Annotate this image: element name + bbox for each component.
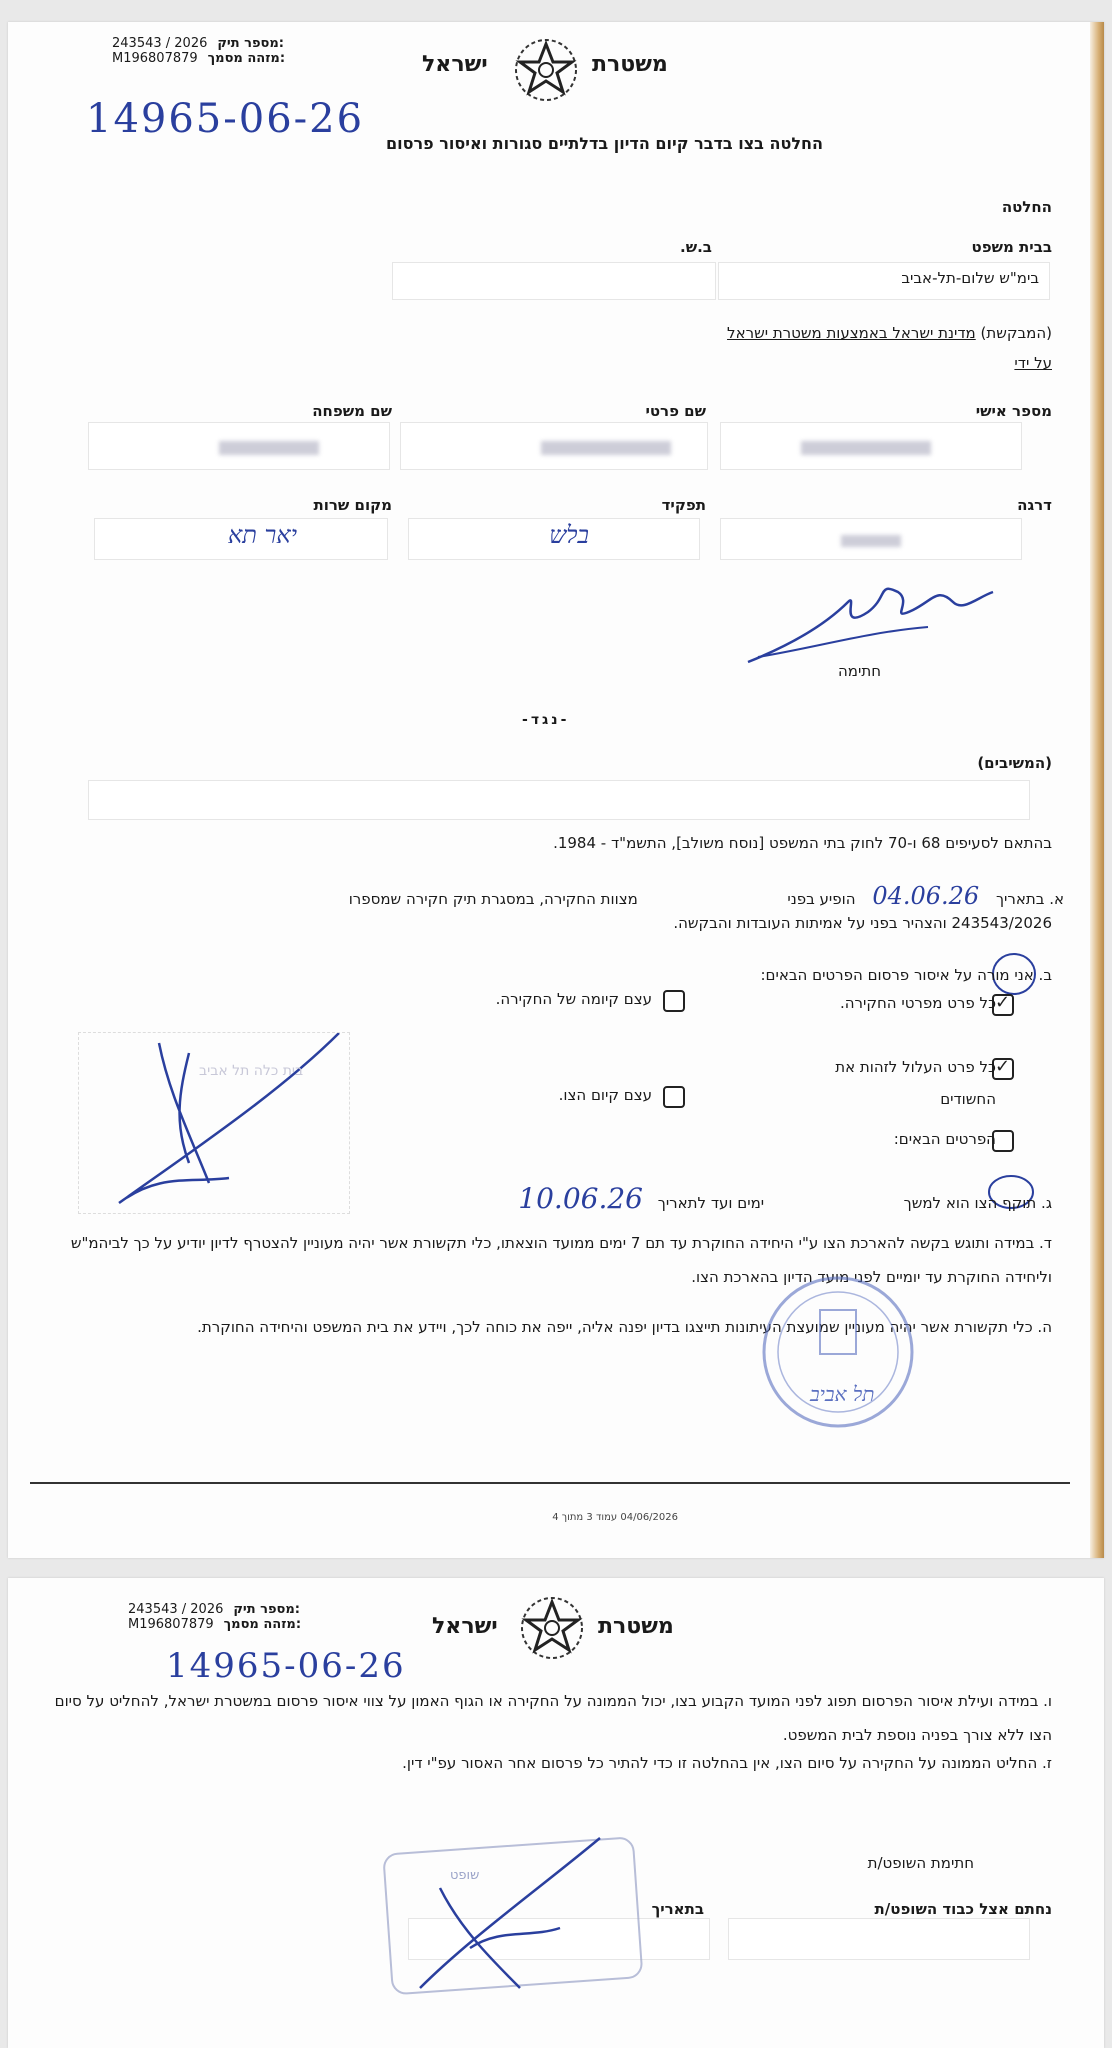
item-a-prefix: א. (1049, 890, 1064, 908)
court-stamp-text: תל אביב (810, 1382, 875, 1406)
rank-label: דרגה (1017, 496, 1052, 514)
redacted-personal-number (801, 441, 931, 455)
case-info (112, 36, 342, 66)
signed-before-label: נחתם אצל כבוד השופט/ת (874, 1900, 1052, 1918)
handwritten-case-number: 14965-06-26 (86, 96, 365, 142)
court-field-left[interactable] (392, 262, 716, 300)
page-footer: 04/06/2026 עמוד 3 מתוך 4 (552, 1512, 678, 1523)
checkbox-investigation-existence[interactable] (663, 990, 685, 1012)
item-b-line (452, 966, 1052, 984)
opt-identify-suspects-2: החשודים (940, 1090, 996, 1108)
opt-identify-suspects-1: כל פרט העלול לזהות את (835, 1058, 996, 1076)
item-c-prefix: ג. (1041, 1194, 1052, 1212)
org-name-left: משטרת (598, 1614, 674, 1639)
document-page-1 (8, 22, 1104, 1558)
page-title: החלטה בצו בדבר קיום הדיון בדלתיים סגורות ואיסור פרסום (386, 134, 823, 153)
respondents-field[interactable] (88, 780, 1030, 820)
org-name-right: ישראל (432, 1614, 498, 1639)
date-label: בתאריך (651, 1900, 704, 1918)
applicant-prefix: (המבקשת) (980, 324, 1052, 342)
case-info-p2 (128, 1602, 358, 1632)
case-number-label: מספר תיק: (217, 36, 284, 51)
checkbox-order-existence[interactable] (663, 1086, 685, 1108)
handwritten-case-number: 14965-06-26 (166, 1646, 406, 1686)
personal-number-label: מספר אישי (975, 402, 1052, 420)
court-abbr: ב.ש. (680, 238, 712, 256)
item-c-date: 10.06.26 (518, 1182, 643, 1215)
item-f: ו. במידה ועילת איסור הפרסום תפוג לפני המועד הקבוע בצו, יכול הממונה על החקירה או הגוף האמון על צווי איסור פרסום במשטרת ישראל, להחליט על סיום הצו ללא צורך בפניה נוספת לבית המשפט. (54, 1692, 1052, 1744)
org-name-left: משטרת (592, 52, 668, 77)
doc-id-label: מזהה מסמך: (207, 51, 286, 66)
faint-stamp-text: בית כלה תל אביב (199, 1063, 304, 1079)
decision-heading: החלטה (1001, 198, 1052, 216)
role-value: בלש (549, 521, 589, 549)
court-field[interactable] (718, 262, 1050, 300)
item-a-appeared: הופיע בפני (787, 890, 856, 908)
by-label: על ידי (1014, 354, 1052, 372)
police-emblem-icon (516, 1592, 588, 1664)
org-name-right: ישראל (422, 52, 488, 77)
opt-order-existence: עצם קיום הצו. (558, 1086, 652, 1104)
doc-id-value: M196807879 (128, 1617, 214, 1632)
checkmark-icon: ✓ (995, 992, 1011, 1013)
redacted-first-name (541, 441, 671, 455)
judge-stamp-text: שופט (450, 1868, 480, 1883)
court-value: בימ"ש שלום-תל-אביב (901, 269, 1039, 287)
judge-stamp-signature (380, 1828, 650, 1998)
role-field[interactable] (408, 518, 700, 560)
item-a-date: 04.06.26 (872, 882, 980, 910)
paper-edge (1090, 22, 1104, 1558)
service-place-field[interactable] (94, 518, 388, 560)
applicant-line (552, 324, 1052, 342)
item-c-line (72, 1182, 1052, 1215)
item-c-days: ימים ועד לתאריך (657, 1194, 765, 1212)
footer-divider (30, 1482, 1070, 1484)
doc-id-label: מזהה מסמך: (223, 1617, 302, 1632)
document-page-2 (8, 1578, 1104, 2048)
judge-signature-label: חתימת השופט/ת (867, 1854, 974, 1872)
item-a-date-word: בתאריך (995, 890, 1045, 908)
court-stamp (758, 1272, 918, 1432)
doc-id-value: M196807879 (112, 51, 198, 66)
item-c-text: תוקף הצו הוא למשך (903, 1194, 1037, 1212)
respondents-label: (המשיבים) (977, 754, 1052, 772)
service-place-value: יאר תא (227, 521, 297, 549)
personal-number-field[interactable] (720, 422, 1022, 470)
item-a-line-2: 243543/2026 והצהיר בפני על אמיתות העובדות והבקשה. (673, 914, 1052, 932)
item-a-rest: מצוות החקירה, במסגרת תיק חקירה שמספרו (348, 890, 638, 908)
rank-field[interactable] (720, 518, 1022, 560)
police-emblem-icon (510, 34, 582, 106)
legal-basis: בהתאם לסעיפים 68 ו-70 לחוק בתי המשפט [נוסח משולב], התשמ"ד - 1984. (553, 834, 1052, 852)
judge-name-field[interactable] (728, 1918, 1030, 1960)
redacted-last-name (219, 441, 319, 455)
redacted-rank (841, 535, 901, 547)
item-b-prefix: ב. (1038, 966, 1052, 984)
opt-investigation-existence: עצם קיומה של החקירה. (495, 990, 652, 1008)
first-name-label: שם פרטי (645, 402, 706, 420)
applicant-value: מדינת ישראל באמצעות משטרת ישראל (727, 324, 976, 342)
last-name-field[interactable] (88, 422, 390, 470)
service-place-label: מקום שרות (313, 496, 392, 514)
opt-following-details: הפרטים הבאים: (893, 1130, 996, 1148)
opt-investigation-details: כל פרט מפרטי החקירה. (839, 994, 996, 1012)
case-number-label: מספר תיק: (233, 1602, 300, 1617)
item-b-text: אני מורה על איסור פרסום הפרטים הבאים: (760, 966, 1034, 984)
last-name-label: שם משפחה (312, 402, 392, 420)
officer-signature (738, 562, 998, 672)
signature-label: חתימה (838, 662, 882, 680)
first-name-field[interactable] (400, 422, 708, 470)
case-number-value: 243543 / 2026 (128, 1602, 224, 1617)
against-label: -נגד- (522, 712, 570, 728)
role-label: תפקיד (661, 496, 706, 514)
item-a-line-1 (64, 882, 1064, 910)
item-e: ה. כלי תקשורת אשר יהיה מעוניין שמועצת העיתונות תייצגו בדיון יפנה אליה, ייפה את כוחה לכך, ויידע את בית המשפט והיחידה החוקרת. (197, 1318, 1052, 1336)
case-number-value: 243543 / 2026 (112, 36, 208, 51)
court-label: בבית משפט (971, 238, 1052, 256)
checkmark-icon: ✓ (995, 1056, 1011, 1077)
item-g: ז. החליט הממונה על החקירה על סיום הצו, אין בהחלטה זו כדי להתיר כל פרסום אחר האסור עפ"י דין. (402, 1754, 1052, 1772)
item-d: ד. במידה ותוגש בקשה להארכת הצו ע"י היחידה החוקרת עד תם 7 ימים ממועד הוצאתו, כלי תקשורת אשר יהיה מעוניין להצטרף לדיון יודיע על כך לביהמ"ש וליחידה החוקרת עד יומיים לפני מועד הדיון בהארכת הצו. (70, 1234, 1052, 1286)
